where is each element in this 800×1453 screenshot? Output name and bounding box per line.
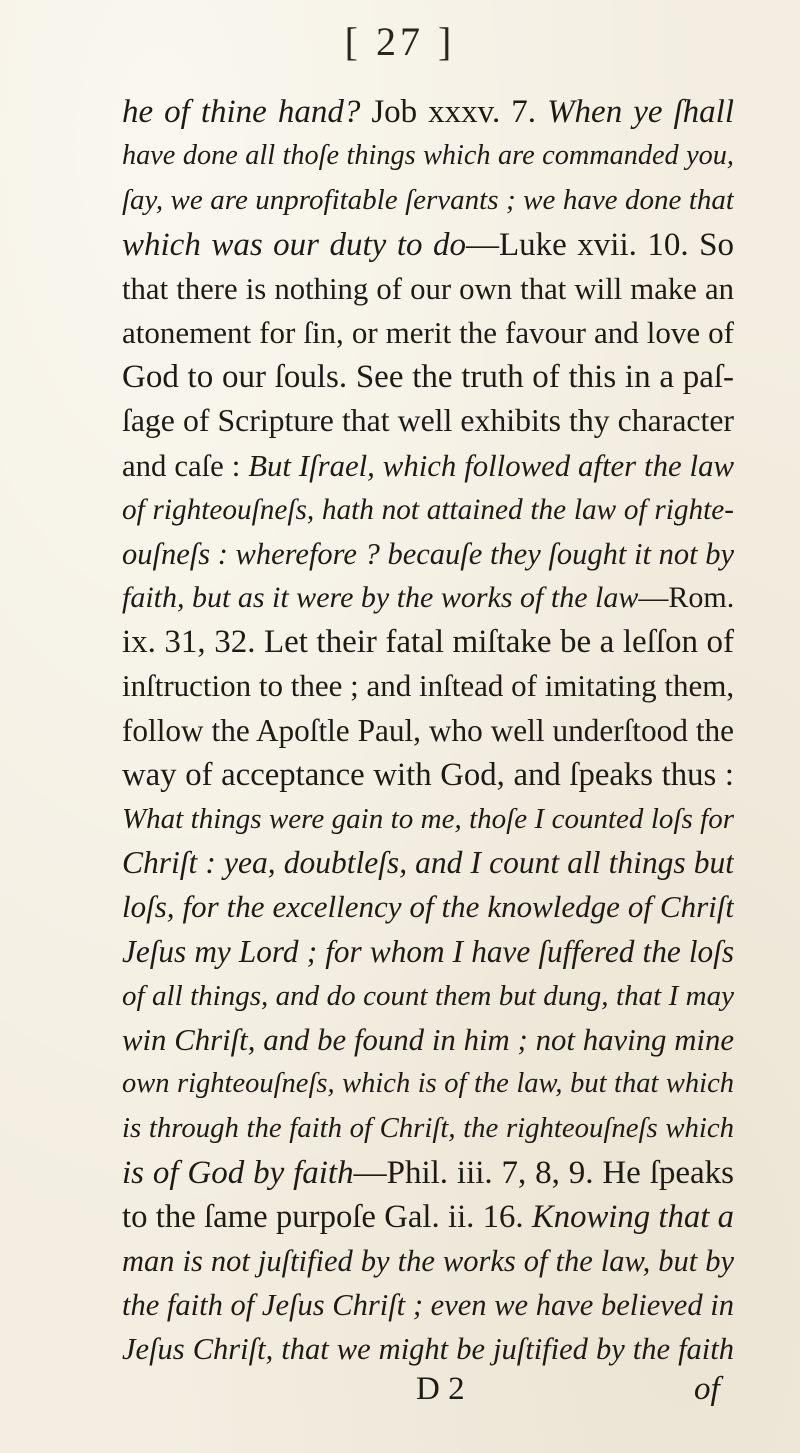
text-line (122, 709, 734, 753)
italic-segment: Knowing that a (531, 1198, 734, 1235)
catchword: of (694, 1371, 720, 1407)
text-line (122, 885, 734, 929)
italic-segment: loſs, for the excellency of the knowledge of Chriſt (122, 889, 734, 925)
italic-segment: win Chriſt, and be found in him ; not having mine (122, 1022, 734, 1057)
italic-segment: is of God by faith (122, 1154, 354, 1191)
text-line (122, 974, 734, 1018)
italic-segment: have done all thoſe things which are commanded you, (122, 140, 734, 172)
text-line (122, 753, 734, 797)
text-line (122, 1327, 734, 1371)
italic-segment: What things were gain to me, thoſe I counted loſs for (122, 803, 734, 835)
text-line (122, 930, 734, 974)
text-line (122, 532, 734, 576)
roman-segment: follow the Apoſtle Paul, who well underſtood the (122, 712, 734, 748)
text-line (122, 841, 734, 885)
text-line (122, 90, 734, 134)
text-line (122, 1151, 734, 1195)
roman-segment: God to our ſouls. See the truth of this in a paſ- (122, 359, 734, 396)
text-line (122, 1062, 734, 1106)
roman-segment: —Phil. iii. 7, 8, 9. He ſpeaks (353, 1154, 734, 1191)
text-line (122, 1106, 734, 1150)
roman-segment: atonement for ſin, or merit the favour and love of (122, 314, 734, 350)
italic-segment: of all things, and do count them but dung, that I may (122, 979, 734, 1012)
text-line (122, 620, 734, 664)
text-line (122, 1283, 734, 1327)
roman-segment: ſage of Scripture that well exhibits thy character (122, 403, 734, 439)
italic-segment: Chriſt : yea, doubtleſs, and I count all things but (122, 845, 734, 881)
text-line (122, 576, 734, 620)
italic-segment: ſay, we are unprofitable ſervants ; we have done that (122, 184, 734, 217)
text-line (122, 1239, 734, 1283)
italic-segment: faith, but as it were by the works of the law (122, 581, 639, 615)
roman-segment: Job xxxv. 7. (360, 94, 548, 130)
text-line (122, 797, 734, 841)
text-line (122, 664, 734, 708)
text-line (122, 178, 734, 222)
page-footer (0, 1371, 800, 1421)
italic-segment: But Iſrael, which followed after the law (248, 448, 734, 483)
roman-segment: inſtruction to thee ; and inſtead of imitating them, (122, 668, 734, 704)
italic-segment: the faith of Jeſus Chriſt ; even we have believed in (122, 1288, 734, 1323)
signature-mark: D 2 (416, 1371, 465, 1407)
page-number: [ 27 ] (344, 19, 456, 64)
text-line (122, 488, 734, 532)
text-line (122, 399, 734, 443)
text-line (122, 223, 734, 267)
italic-segment: he of thine hand? (122, 94, 361, 130)
text-line (122, 267, 734, 311)
roman-segment: way of acceptance with God, and ſpeaks thus : (122, 756, 734, 793)
roman-segment: —Luke xvii. 10. So (466, 226, 734, 263)
text-line (122, 134, 734, 178)
italic-segment: When ye ſhall (547, 94, 734, 130)
text-line (122, 1018, 734, 1062)
italic-segment: man is not juſtified by the works of the law, but by (122, 1243, 734, 1278)
text-line (122, 444, 734, 488)
italic-segment: which was our duty to do (122, 226, 466, 263)
italic-segment: is through the faith of Chriſt, the righteouſneſs which (122, 1112, 734, 1145)
roman-segment: that there is nothing of our own that will make an (122, 271, 734, 306)
roman-segment: —Rom. (638, 581, 734, 615)
text-line (122, 311, 734, 355)
italic-segment: own righteouſneſs, which is of the law, but that which (122, 1068, 734, 1100)
italic-segment: of righteouſneſs, hath not attained the law of righte- (122, 493, 734, 526)
roman-segment: ix. 31, 32. Let their fatal miſtake be a leſſon of (122, 624, 734, 661)
italic-segment: Jeſus my Lord ; for whom I have ſuffered the loſs (122, 933, 734, 969)
italic-segment: Jeſus Chriſt, that we might be juſtified by the faith (122, 1332, 734, 1367)
text-line (122, 1195, 734, 1239)
italic-segment: ouſneſs : wherefore ? becauſe they ſought it not by (122, 536, 734, 571)
text-line (122, 355, 734, 399)
roman-segment: to the ſame purpoſe Gal. ii. 16. (122, 1198, 532, 1235)
body-text (122, 90, 734, 1371)
roman-segment: and caſe : (122, 448, 249, 483)
